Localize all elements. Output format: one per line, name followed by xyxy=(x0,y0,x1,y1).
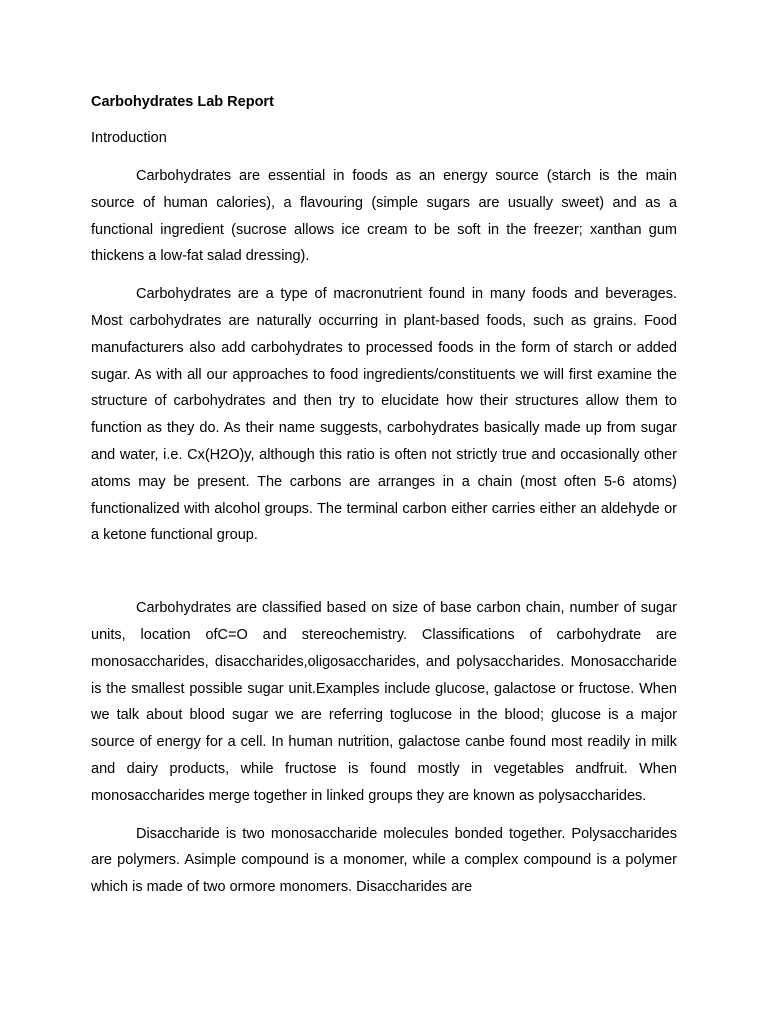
document-page xyxy=(91,92,677,901)
paragraph-3: Carbohydrates are classified based on size of base carbon chain, number of sugar units, location ofC=O and stereochemistry. Classifications of carbohydrate are monosaccharides, disaccharides,oligosaccharides, and polysaccharides. Monosaccharide is the smallest possible sugar unit.Examples include glucose, galactose or fructose. When we talk about blood sugar we are referring toglucose in the blood; glucose is a major source of energy for a cell. In human nutrition, galactose canbe found most readily in milk and dairy products, while fructose is found mostly in vegetables andfruit. When monosaccharides merge together in linked groups they are known as polysaccharides. xyxy=(91,600,677,804)
paragraph-2: Carbohydrates are a type of macronutrient found in many foods and beverages. Most carbohydrates are naturally occurring in plant-based foods, such as grains. Food manufacturers also add carbohydrates to processed foods in the form of starch or added sugar. As with all our approaches to food ingredients/constituents we will first examine the structure of carbohydrates and then try to elucidate how their structures allow them to function as they do. As their name suggests, carbohydrates basically made up from sugar and water, i.e. Cx(H2O)y, although this ratio is often not strictly true and occasionally other atoms may be present. The carbons are arranges in a chain (most often 5-6 atoms) functionalized with alcohol groups. The terminal carbon either carries either an aldehyde or a ketone functional group. xyxy=(91,286,677,544)
paragraph-4: Disaccharide is two monosaccharide molecules bonded together. Polysaccharides are polymers. Asimple compound is a monomer, while a complex compound is a polymer which is made of two ormore monomers. Disaccharides are xyxy=(91,825,677,896)
section-heading-introduction: Introduction xyxy=(91,130,167,146)
paragraph-1: Carbohydrates are essential in foods as an energy source (starch is the main source of human calories), a flavouring (simple sugars are usually sweet) and as a functional ingredient (sucrose allows ice cream to be soft in the freezer; xanthan gum thickens a low-fat salad dressing). xyxy=(91,168,677,265)
document-title: Carbohydrates Lab Report xyxy=(91,94,274,110)
